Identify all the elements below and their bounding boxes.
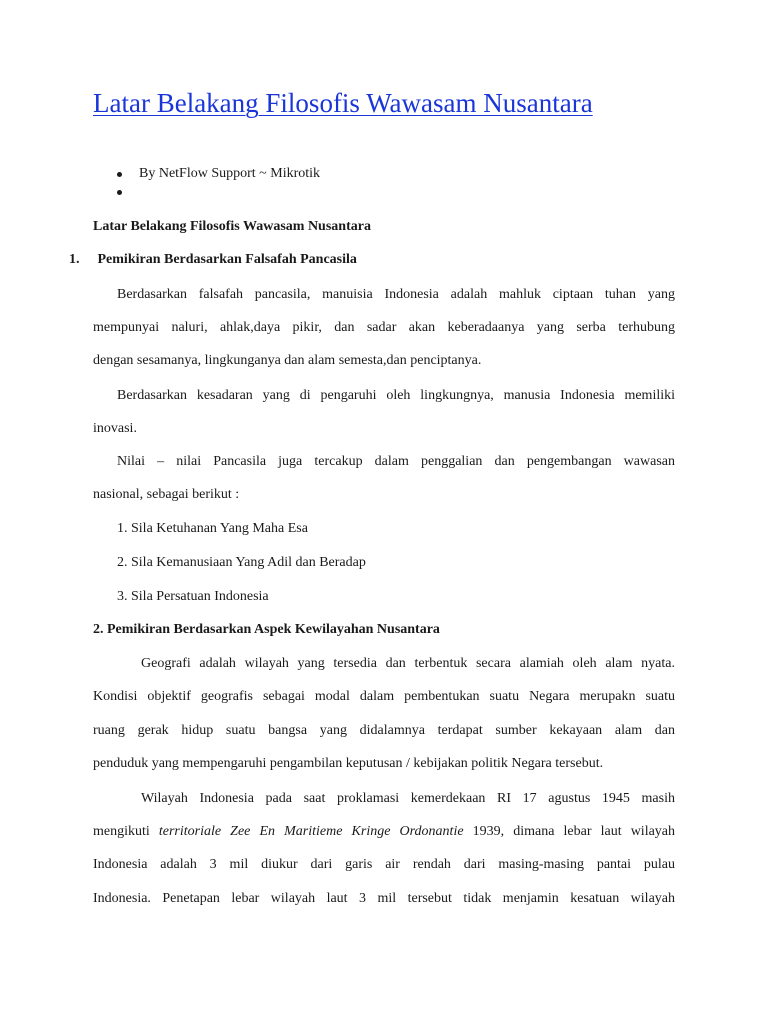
p5-line-3: Indonesia adalah 3 mil diukur dari garis air rendah dari masing-masing pantai pulau xyxy=(93,857,675,872)
sila-list-item-1: 1. Sila Ketuhanan Yang Maha Esa xyxy=(117,521,308,536)
p5-line-2 xyxy=(93,823,675,841)
p1-line-2: mempunyai naluri, ahlak,daya pikir, dan sadar akan keberadaanya yang serba terhubung xyxy=(93,320,675,335)
document-subtitle: Latar Belakang Filosofis Wawasam Nusantara xyxy=(93,219,371,234)
p5-line-4: Indonesia. Penetapan lebar wilayah laut 3 mil tersebut tidak menjamin kesatuan wilayah xyxy=(93,891,675,906)
sila-list-item-2: 2. Sila Kemanusiaan Yang Adil dan Beradap xyxy=(117,555,366,570)
section2-heading: 2. Pemikiran Berdasarkan Aspek Kewilayahan Nusantara xyxy=(93,622,440,637)
byline-text: By NetFlow Support ~ Mikrotik xyxy=(139,166,321,181)
p1-line-1: Berdasarkan falsafah pancasila, manuisia Indonesia adalah mahluk ciptaan tuhan yang xyxy=(117,287,675,302)
section1-number: 1. xyxy=(69,252,80,267)
p3-line-1: Nilai – nilai Pancasila juga tercakup dalam penggalian dan pengembangan wawasan xyxy=(117,454,675,469)
p4-line-1: Geografi adalah wilayah yang tersedia dan terbentuk secara alamiah oleh alam nyata. xyxy=(141,656,675,671)
section1-heading-row xyxy=(69,251,357,269)
p5-line-2-post: 1939, dimana lebar laut wilayah xyxy=(463,824,676,839)
p4-line-3: ruang gerak hidup suatu bangsa yang didalamnya terdapat sumber kekayaan alam dan xyxy=(93,723,675,738)
p4-line-2: Kondisi objektif geografis sebagai modal dalam pembentukan suatu Negara merupakn suatu xyxy=(93,689,675,704)
p2-line-1: Berdasarkan kesadaran yang di pengaruhi oleh lingkungnya, manusia Indonesia memiliki xyxy=(117,388,675,403)
p1-line-3: dengan sesamanya, lingkunganya dan alam semesta,dan penciptanya. xyxy=(93,353,482,368)
document-title-link[interactable]: Latar Belakang Filosofis Wawasam Nusantara xyxy=(93,88,593,118)
section1-heading: Pemikiran Berdasarkan Falsafah Pancasila xyxy=(97,252,357,267)
byline-list xyxy=(93,165,320,201)
byline-item xyxy=(93,165,320,183)
p2-line-2: inovasi. xyxy=(93,421,137,436)
empty-bullet-item xyxy=(93,183,320,201)
p5-line-1: Wilayah Indonesia pada saat proklamasi kemerdekaan RI 17 agustus 1945 masih xyxy=(141,791,675,806)
sila-list-item-3: 3. Sila Persatuan Indonesia xyxy=(117,589,269,604)
ordinance-name: territoriale Zee En Maritieme Kringe Ordonantie xyxy=(158,824,464,839)
p3-line-2: nasional, sebagai berikut : xyxy=(93,487,240,502)
p5-line-2-pre: mengikuti xyxy=(93,824,159,839)
p4-line-4: penduduk yang mempengaruhi pengambilan keputusan / kebijakan politik Negara tersebut. xyxy=(93,756,604,771)
